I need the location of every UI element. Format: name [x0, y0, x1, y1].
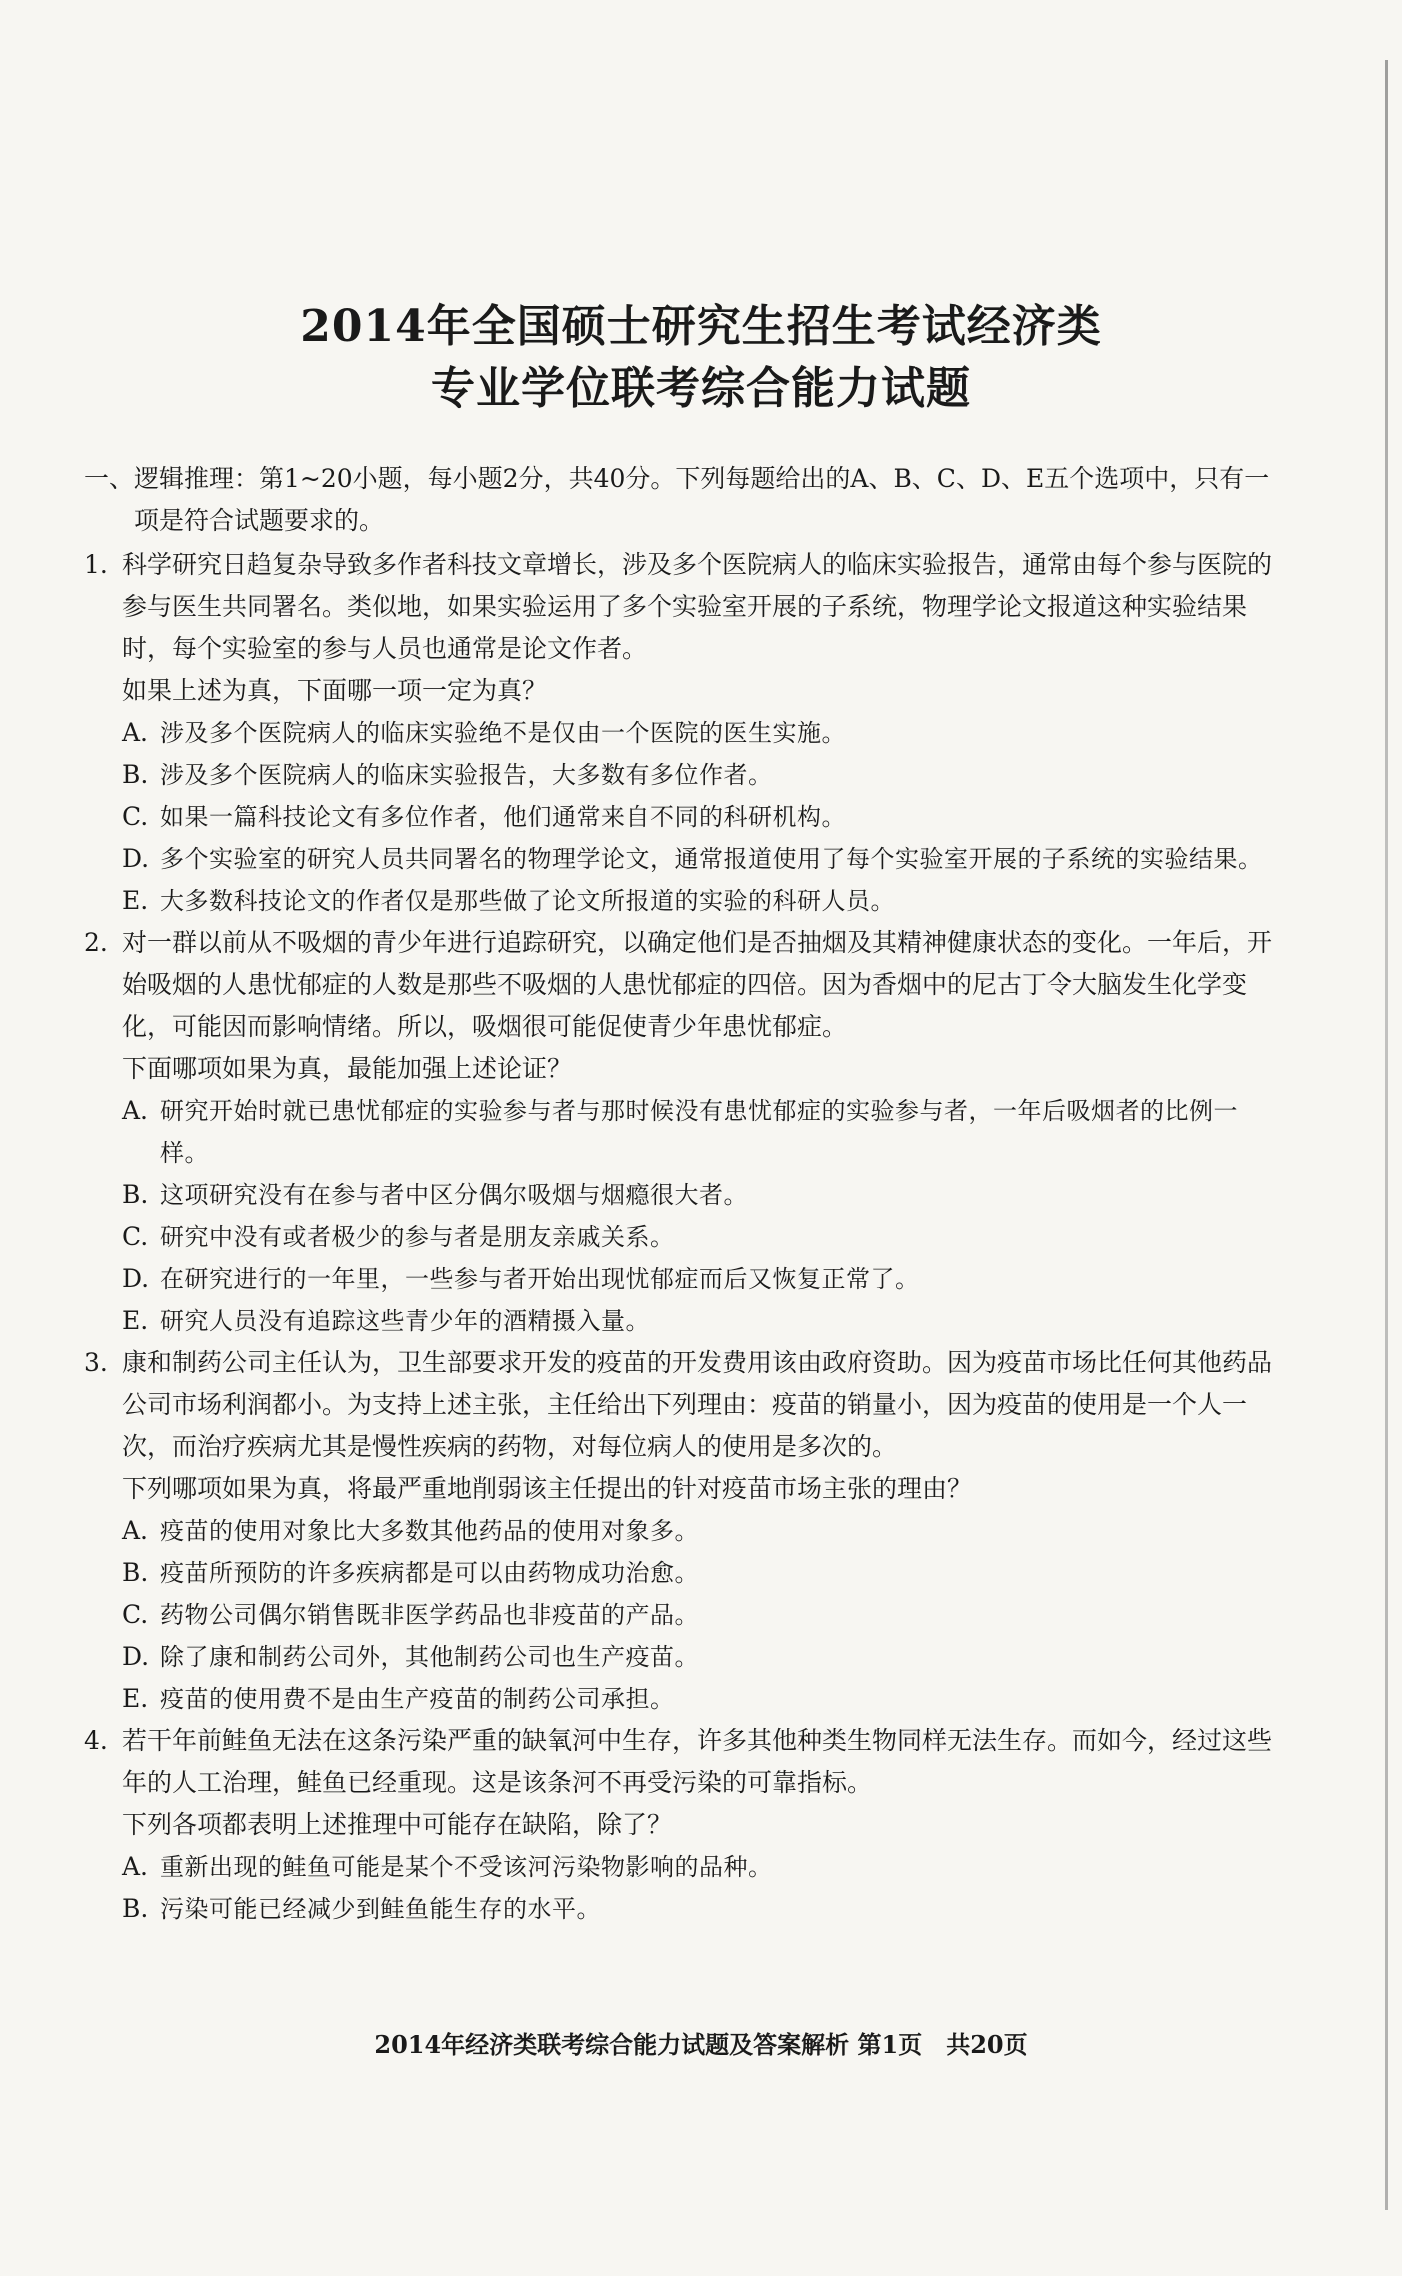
exam-content: [84, 458, 1274, 1930]
question-stem: [84, 1720, 1274, 1804]
option-text: 多个实验室的研究人员共同署名的物理学论文，通常报道使用了每个实验室开展的子系统的实验结果。: [160, 845, 1263, 873]
option-letter: C.: [122, 802, 149, 831]
answer-option: [84, 796, 1274, 838]
question-number: 1.: [84, 550, 108, 579]
page-footer: 2014年经济类联考综合能力试题及答案解析 第1页 共20页: [374, 2030, 1028, 2059]
answer-option: [84, 1678, 1274, 1720]
option-letter: A.: [122, 718, 149, 747]
question-list: [84, 544, 1274, 1930]
answer-option: [84, 1300, 1274, 1342]
answer-option: [84, 1888, 1274, 1930]
question-prompt: 下列哪项如果为真，将最严重地削弱该主任提出的针对疫苗市场主张的理由？: [122, 1474, 973, 1503]
option-letter: A.: [122, 1852, 149, 1881]
answer-option: [84, 1258, 1274, 1300]
option-letter: B.: [122, 1558, 149, 1587]
question-stem-text: 对一群以前从不吸烟的青少年进行追踪研究，以确定他们是否抽烟及其精神健康状态的变化。一年后，开始吸烟的人患忧郁症的人数是那些不吸烟的人患忧郁症的四倍。因为香烟中的尼古丁令大脑发生化学变化，可能因而影响情绪。所以，吸烟很可能促使青少年患忧郁症。: [122, 928, 1273, 1041]
section-mark: 一、: [84, 464, 135, 493]
question-1: [84, 544, 1274, 922]
option-text: 研究人员没有追踪这些青少年的酒精摄入量。: [160, 1307, 650, 1335]
answer-option: [84, 1594, 1274, 1636]
page-title-line2: 专业学位联考综合能力试题: [431, 363, 971, 414]
answer-option: [84, 1174, 1274, 1216]
answer-option: [84, 838, 1274, 880]
question-prompt: 下面哪项如果为真，最能加强上述论证？: [122, 1054, 573, 1083]
option-text: 在研究进行的一年里，一些参与者开始出现忧郁症而后又恢复正常了。: [160, 1265, 920, 1293]
question-number: 4.: [84, 1726, 108, 1755]
option-letter: D.: [122, 1264, 150, 1293]
option-letter: C.: [122, 1222, 149, 1251]
question-3: [84, 1342, 1274, 1720]
answer-option: [84, 880, 1274, 922]
option-letter: A.: [122, 1516, 149, 1545]
question-prompt: 如果上述为真，下面哪一项一定为真？: [122, 676, 548, 705]
option-text: 大多数科技论文的作者仅是那些做了论文所报道的实验的科研人员。: [160, 887, 895, 915]
answer-option: [84, 1216, 1274, 1258]
question-stem: [84, 1342, 1274, 1468]
option-text: 研究中没有或者极少的参与者是朋友亲戚关系。: [160, 1223, 675, 1251]
answer-option: [84, 1636, 1274, 1678]
option-letter: D.: [122, 844, 150, 873]
question-stem-text: 康和制药公司主任认为，卫生部要求开发的疫苗的开发费用该由政府资助。因为疫苗市场比任何其他药品公司市场利润都小。为支持上述主张，主任给出下列理由：疫苗的销量小，因为疫苗的使用是一个人一次，而治疗疾病尤其是慢性疾病的药物，对每位病人的使用是多次的。: [122, 1348, 1273, 1461]
page-title-line1: 2014年全国硕士研究生招生考试经济类: [300, 301, 1102, 352]
answer-option: [84, 1552, 1274, 1594]
option-text: 研究开始时就已患忧郁症的实验参与者与那时候没有患忧郁症的实验参与者，一年后吸烟者的比例一样。: [160, 1097, 1238, 1167]
option-text: 疫苗的使用对象比大多数其他药品的使用对象多。: [160, 1517, 699, 1545]
option-text: 涉及多个医院病人的临床实验报告，大多数有多位作者。: [160, 761, 773, 789]
answer-option: [84, 1846, 1274, 1888]
option-text: 疫苗所预防的许多疾病都是可以由药物成功治愈。: [160, 1559, 699, 1587]
question-stem-text: 若干年前鲑鱼无法在这条污染严重的缺氧河中生存，许多其他种类生物同样无法生存。而如今，经过这些年的人工治理，鲑鱼已经重现。这是该条河不再受污染的可靠指标。: [122, 1726, 1273, 1797]
answer-option: [84, 1090, 1274, 1174]
question-number: 3.: [84, 1348, 108, 1377]
option-letter: B.: [122, 1894, 149, 1923]
section-heading-text: 逻辑推理：第1~20小题，每小题2分，共40分。下列每题给出的A、B、C、D、E五个选项中，只有一项是符合试题要求的。: [134, 464, 1270, 535]
question-stem: [84, 544, 1274, 670]
option-text: 疫苗的使用费不是由生产疫苗的制药公司承担。: [160, 1685, 675, 1713]
question-stem-text: 科学研究日趋复杂导致多作者科技文章增长，涉及多个医院病人的临床实验报告，通常由每个参与医院的参与医生共同署名。类似地，如果实验运用了多个实验室开展的子系统，物理学论文报道这种实验结果时，每个实验室的参与人员也通常是论文作者。: [122, 550, 1273, 663]
question-prompt: 下列各项都表明上述推理中可能存在缺陷，除了？: [122, 1810, 673, 1839]
option-text: 这项研究没有在参与者中区分偶尔吸烟与烟瘾很大者。: [160, 1181, 748, 1209]
answer-option: [84, 1510, 1274, 1552]
option-letter: B.: [122, 1180, 149, 1209]
option-text: 污染可能已经减少到鲑鱼能生存的水平。: [160, 1895, 601, 1923]
question-4: [84, 1720, 1274, 1930]
option-letter: D.: [122, 1642, 150, 1671]
question-stem: [84, 922, 1274, 1048]
option-letter: B.: [122, 760, 149, 789]
option-letter: E.: [122, 1684, 149, 1713]
answer-option: [84, 712, 1274, 754]
option-letter: E.: [122, 1306, 149, 1335]
option-letter: C.: [122, 1600, 149, 1629]
option-letter: E.: [122, 886, 149, 915]
option-letter: A.: [122, 1096, 149, 1125]
option-text: 涉及多个医院病人的临床实验绝不是仅由一个医院的医生实施。: [160, 719, 846, 747]
answer-option: [84, 754, 1274, 796]
section-heading: [84, 458, 1274, 542]
question-number: 2.: [84, 928, 108, 957]
option-text: 药物公司偶尔销售既非医学药品也非疫苗的产品。: [160, 1601, 699, 1629]
question-2: [84, 922, 1274, 1342]
option-text: 如果一篇科技论文有多位作者，他们通常来自不同的科研机构。: [160, 803, 846, 831]
option-text: 重新出现的鲑鱼可能是某个不受该河污染物影响的品种。: [160, 1853, 773, 1881]
option-text: 除了康和制药公司外，其他制药公司也生产疫苗。: [160, 1643, 699, 1671]
